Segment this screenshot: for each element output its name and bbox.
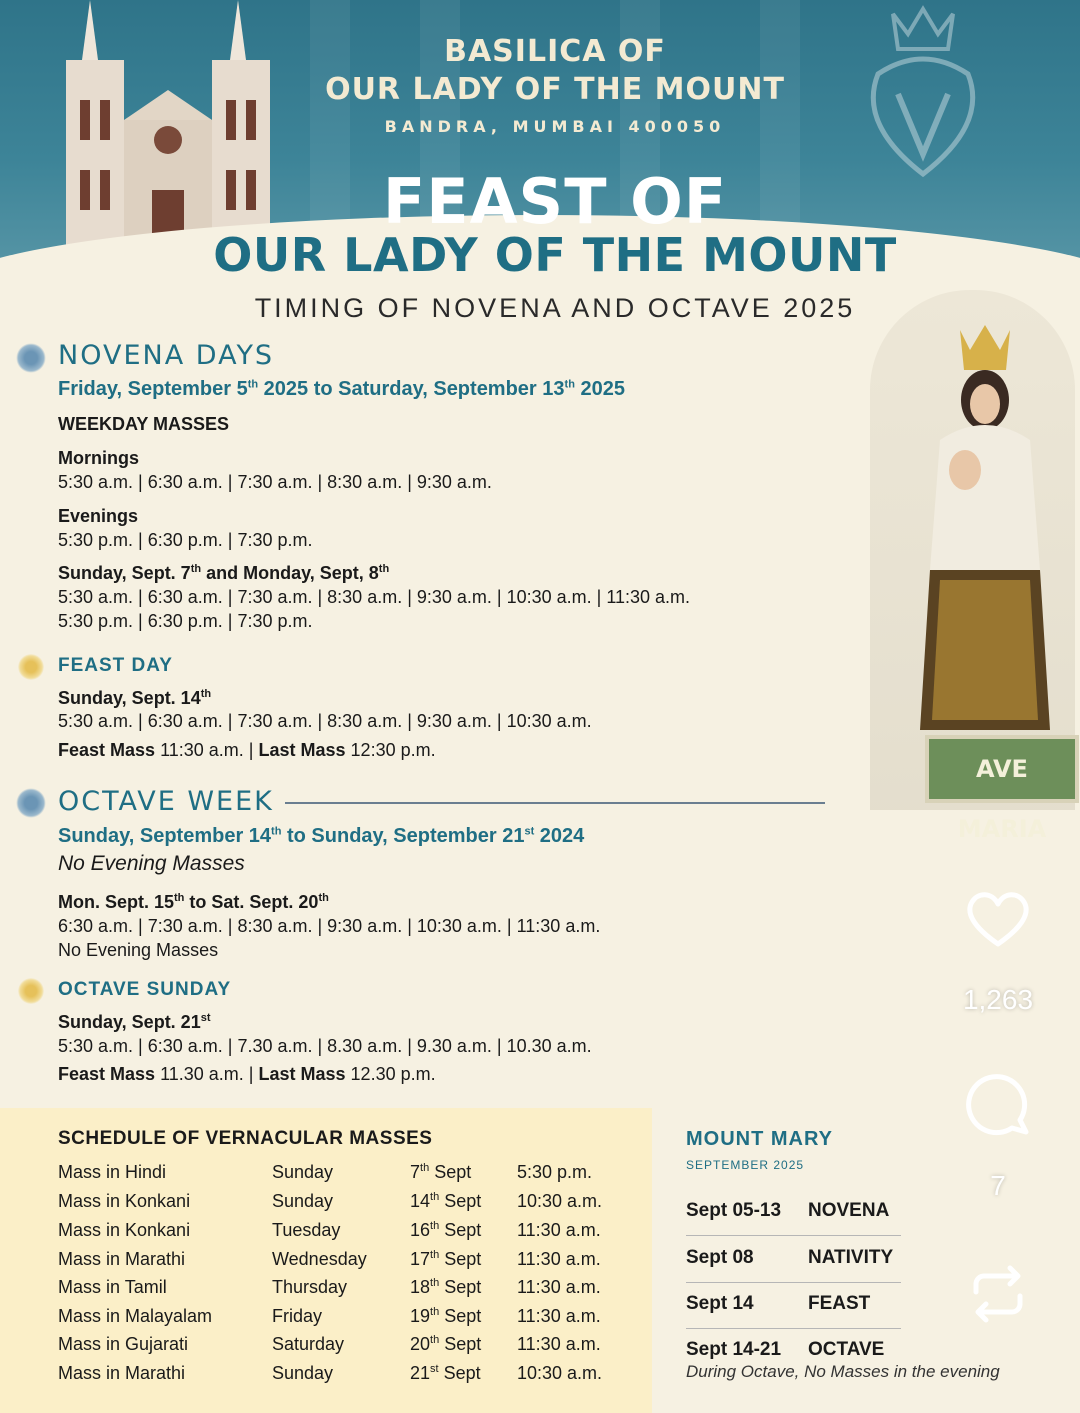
octave-sunday-heading: OCTAVE SUNDAY xyxy=(58,979,232,1000)
mornings-times: 5:30 a.m. | 6:30 a.m. | 7:30 a.m. | 8:30 a.m. | 9:30 a.m. xyxy=(58,472,492,492)
like-count: 1,263 xyxy=(962,984,1034,1015)
feast-day-heading: FEAST DAY xyxy=(58,655,173,676)
octave-dates: Sunday, September 14th to Sunday, September 21st 2024 xyxy=(58,825,585,847)
feast-day-date: Sunday, Sept. 14th xyxy=(58,688,212,708)
sun-icon xyxy=(18,978,44,1004)
octave-heading: OCTAVE WEEK xyxy=(58,786,274,817)
novena-dates: Friday, September 5th 2025 to Saturday, September 13th 2025 xyxy=(58,378,625,400)
weekday-masses-label: WEEKDAY MASSES xyxy=(58,414,230,434)
seal-icon xyxy=(16,343,46,373)
feast-day-special-masses: Feast Mass 11:30 a.m. | Last Mass 12:30 p.m. xyxy=(58,740,436,760)
novena-heading: NOVENA DAYS xyxy=(58,340,275,371)
ave-maria-plaque: AVE MARIA xyxy=(925,735,1079,803)
comment-icon[interactable] xyxy=(962,1068,1034,1140)
basilica-title-line2: OUR LADY OF THE MOUNT xyxy=(325,72,785,107)
mount-mary-title: MOUNT MARY xyxy=(686,1128,834,1150)
octave-sunday-special-masses: Feast Mass 11.30 a.m. | Last Mass 12.30 p.m. xyxy=(58,1064,436,1084)
comment-count: 7 xyxy=(990,1170,1006,1201)
feast-day-times: 5:30 a.m. | 6:30 a.m. | 7:30 a.m. | 8:30 a.m. | 9:30 a.m. | 10:30 a.m. xyxy=(58,711,592,731)
seal-icon xyxy=(16,788,46,818)
mount-mary-subtitle: SEPTEMBER 2025 xyxy=(686,1158,805,1172)
repost-icon[interactable] xyxy=(962,1258,1034,1330)
our-lady-title: OUR LADY OF THE MOUNT xyxy=(213,228,897,282)
sunday-monday-pm-times: 5:30 p.m. | 6:30 p.m. | 7:30 p.m. xyxy=(58,611,313,631)
sun-icon xyxy=(18,654,44,680)
vernacular-title: SCHEDULE OF VERNACULAR MASSES xyxy=(58,1128,433,1149)
basilica-title-line1: BASILICA OF xyxy=(444,34,666,69)
sunday-monday-am-times: 5:30 a.m. | 6:30 a.m. | 7:30 a.m. | 8:30 a.m. | 9:30 a.m. | 10:30 a.m. | 11:30 a.m. xyxy=(58,587,691,607)
divider xyxy=(686,1328,901,1329)
timing-subtitle: TIMING OF NOVENA AND OCTAVE 2025 xyxy=(254,293,856,323)
divider xyxy=(686,1235,901,1236)
mornings-label: Mornings xyxy=(58,448,139,468)
divider xyxy=(686,1282,901,1283)
octave-sunday-date: Sunday, Sept. 21st xyxy=(58,1012,211,1032)
heart-icon[interactable] xyxy=(962,882,1034,954)
mon-sat-times: 6:30 a.m. | 7:30 a.m. | 8:30 a.m. | 9:30 a.m. | 10:30 a.m. | 11:30 a.m. xyxy=(58,916,601,936)
evenings-times: 5:30 p.m. | 6:30 p.m. | 7:30 p.m. xyxy=(58,530,313,550)
sunday-monday-label: Sunday, Sept. 7th and Monday, Sept, 8th xyxy=(58,563,390,583)
no-evening-masses-2: No Evening Masses xyxy=(58,940,219,960)
feast-of-title: FEAST OF xyxy=(382,165,728,238)
mon-sat-label: Mon. Sept. 15th to Sat. Sept. 20th xyxy=(58,892,329,912)
octave-sunday-times: 5:30 a.m. | 6:30 a.m. | 7.30 a.m. | 8.30 a.m. | 9.30 a.m. | 10.30 a.m. xyxy=(58,1036,592,1056)
evenings-label: Evenings xyxy=(58,506,139,526)
basilica-address: BANDRA, MUMBAI 400050 xyxy=(384,117,726,136)
octave-evening-note: During Octave, No Masses in the evening xyxy=(686,1362,1000,1381)
no-evening-masses: No Evening Masses xyxy=(58,852,245,875)
octave-divider xyxy=(285,802,825,804)
